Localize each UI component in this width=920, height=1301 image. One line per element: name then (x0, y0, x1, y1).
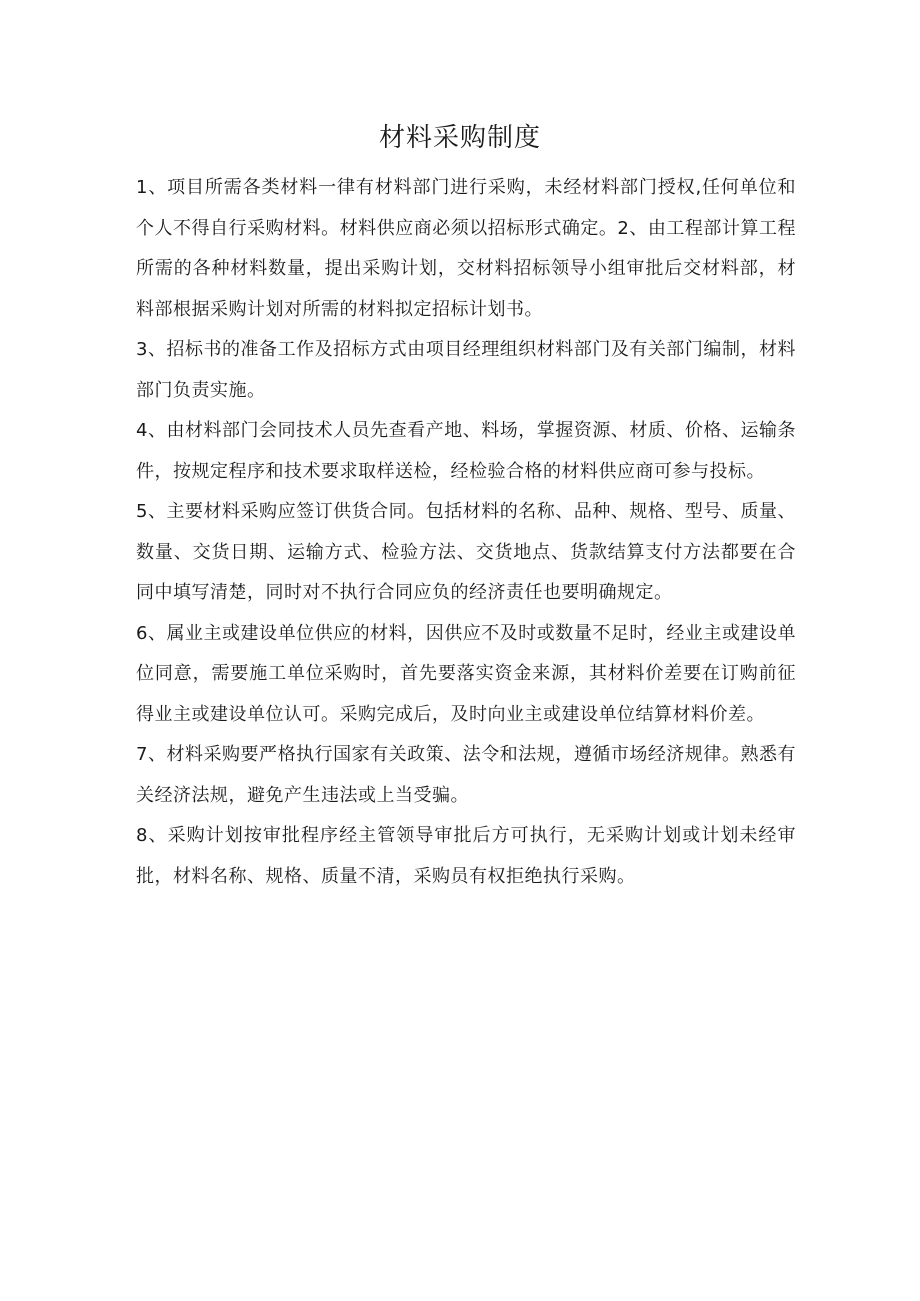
page-title: 材料采购制度 (378, 123, 541, 153)
paragraph-6: 6、属业主或建设单位供应的材料，因供应不及时或数量不足时，经业主或建设单位同意，需要施工单位采购时，首先要落实资金来源，其材料价差要在订购前征得业主或建设单位认可。采购完成后，及时向业主或建设单位结算材料价差。 (136, 622, 796, 725)
paragraph-5: 5、主要材料采购应签订供货合同。包括材料的名称、品种、规格、型号、质量、数量、交货日期、运输方式、检验方法、交货地点、货款结算支付方法都要在合同中填写清楚，同时对不执行合同应负的经济责任也要明确规定。 (136, 501, 796, 603)
paragraph-1: 1、项目所需各类材料一律有材料部门进行采购，未经材料部门授权,任何单位和个人不得自行采购材料。材料供应商必须以招标形式确定。2、由工程部计算工程所需的各种材料数量，提出采购计划，交材料招标领导小组审批后交材料部，材料部根据采购计划对所需的材料拟定招标计划书。 (136, 177, 796, 320)
paragraph-3: 3、招标书的准备工作及招标方式由项目经理组织材料部门及有关部门编制，材料部门负责实施。 (136, 339, 796, 401)
document-body (136, 168, 796, 897)
paragraph-4: 4、由材料部门会同技术人员先查看产地、料场，掌握资源、材质、价格、运输条件，按规定程序和技术要求取样送检，经检验合格的材料供应商可参与投标。 (136, 420, 796, 482)
paragraph-8: 8、采购计划按审批程序经主管领导审批后方可执行，无采购计划或计划未经审批，材料名称、规格、质量不清，采购员有权拒绝执行采购。 (136, 825, 796, 887)
paragraph-7: 7、材料采购要严格执行国家有关政策、法令和法规，遵循市场经济规律。熟悉有关经济法规，避免产生违法或上当受骗。 (136, 744, 796, 806)
